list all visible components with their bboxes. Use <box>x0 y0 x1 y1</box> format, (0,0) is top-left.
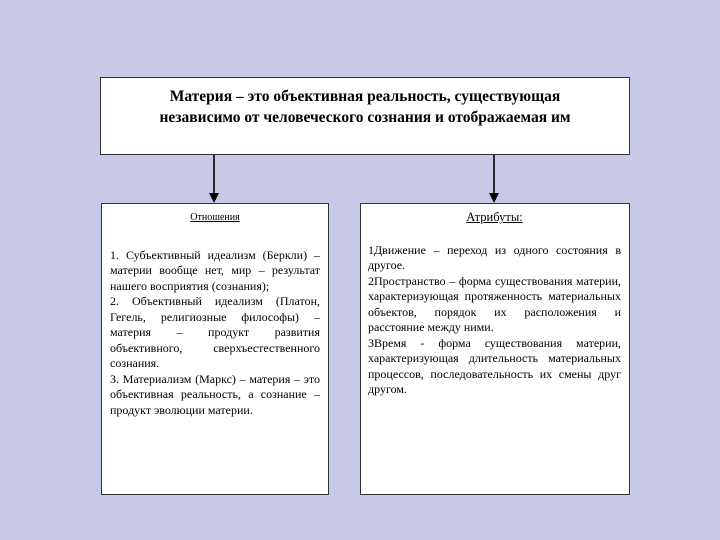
attributes-item: 1Движение – переход из одного состояния в другое. <box>368 242 621 272</box>
attributes-item: 2Пространство – форма существования материи, характеризующая протяженность материальных объектов, порядок их расположения и расстояние между ними. <box>368 273 621 334</box>
relations-item: 2. Объективный идеализм (Платон, Гегель, религиозные философы) – материя – продукт развития объективного, сверхъестественного сознания. <box>110 294 320 370</box>
attributes-text <box>368 243 621 398</box>
relations-text <box>110 248 320 419</box>
relations-item: 1. Субъективный идеализм (Беркли) – материи вообще нет, мир – результат нашего восприятия (сознания); <box>110 247 320 293</box>
relations-box <box>101 203 329 495</box>
arrow-to-relations <box>209 155 219 203</box>
relations-heading: Отношения <box>190 212 240 223</box>
attributes-item: 3Время - форма существования материи, характеризующая длительность материальных процессов, последовательность их смены друг другом. <box>368 335 621 396</box>
definition-line-1: Материя – это объективная реальность, существующая <box>169 88 561 105</box>
definition-line-2: независимо от человеческого сознания и отображаемая им <box>159 109 571 126</box>
attributes-box <box>360 203 630 495</box>
attributes-heading: Атрибуты: <box>466 210 523 224</box>
relations-item: 3. Материализм (Маркс) – материя – это объективная реальность, а сознание – продукт эволюции материи. <box>110 371 320 417</box>
arrow-to-attributes <box>489 155 499 203</box>
